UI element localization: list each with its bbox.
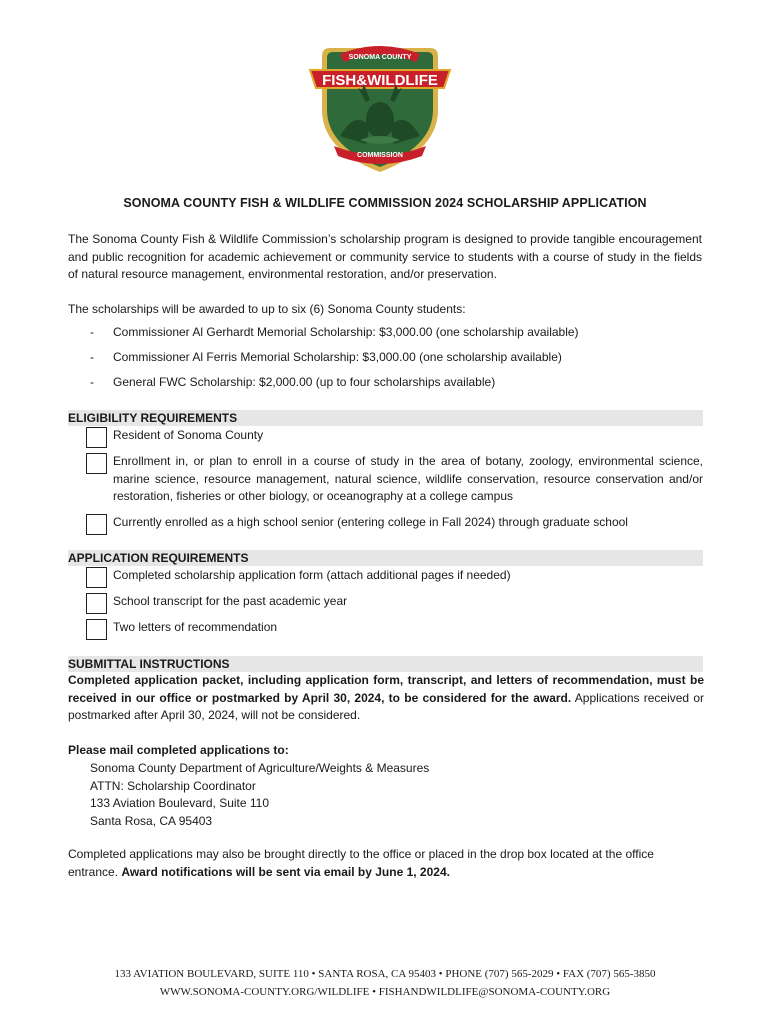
- logo-bottom-text: COMMISSION: [357, 152, 403, 159]
- bullet-dash: -: [90, 325, 94, 339]
- awards-list: [68, 324, 702, 399]
- application-form-checkbox[interactable]: [86, 567, 107, 588]
- submittal-late-text: Applications received or postmarked after April 30, 2024, will not be considered.: [68, 690, 704, 722]
- address-line: Santa Rosa, CA 95403: [90, 813, 213, 828]
- submittal-instructions: [68, 672, 704, 725]
- closing-dropoff-text: Completed applications may also be brought directly to the office or placed in the drop box located at the office entrance.: [68, 847, 654, 879]
- commission-logo: [300, 40, 460, 175]
- logo-main-text: FISH&WILDLIFE: [322, 72, 438, 89]
- enrollment-checkbox[interactable]: [86, 453, 107, 474]
- award-text: Commissioner Al Ferris Memorial Scholarship: $3,000.00 (one scholarship available): [113, 350, 562, 364]
- student-status-checkbox[interactable]: [86, 514, 107, 535]
- checkbox-label: Completed scholarship application form (attach additional pages if needed): [113, 568, 511, 582]
- footer-address: 133 AVIATION BOULEVARD, SUITE 110 • SANTA ROSA, CA 95403 • PHONE (707) 565-2029 • FAX (707) 565-3850: [114, 968, 656, 980]
- address-line: 133 Aviation Boulevard, Suite 110: [90, 796, 270, 810]
- letters-checkbox[interactable]: [86, 619, 107, 640]
- address-line: Sonoma County Department of Agriculture/Weights & Measures: [90, 761, 430, 775]
- submittal-deadline-text: Completed application packet, including application form, transcript, and letters of recommendation, must be received in our office or postmarked by April 30, 2024, to be considered for the award.: [68, 673, 704, 705]
- award-text: Commissioner Al Gerhardt Memorial Scholarship: $3,000.00 (one scholarship available): [113, 325, 579, 339]
- checkbox-label: Two letters of recommendation: [113, 620, 278, 634]
- checkbox-label: School transcript for the past academic year: [113, 594, 348, 608]
- submittal-heading: SUBMITTAL INSTRUCTIONS: [68, 656, 703, 672]
- mail-heading: Please mail completed applications to:: [68, 743, 289, 757]
- closing-notification-text: Award notifications will be sent via email by June 1, 2024.: [121, 864, 450, 879]
- list-item: [68, 349, 702, 374]
- awards-intro: The scholarships will be awarded to up to six (6) Sonoma County students:: [68, 302, 466, 316]
- bullet-dash: -: [90, 350, 94, 364]
- application-heading: APPLICATION REQUIREMENTS: [68, 550, 703, 566]
- eligibility-heading: ELIGIBILITY REQUIREMENTS: [68, 410, 703, 426]
- address-line: ATTN: Scholarship Coordinator: [90, 778, 256, 793]
- award-text: General FWC Scholarship: $2,000.00 (up to four scholarships available): [113, 375, 496, 389]
- logo-top-text: SONOMA COUNTY: [348, 54, 412, 61]
- checkbox-label: Currently enrolled as a high school senior (entering college in Fall 2024) through graduate school: [113, 515, 628, 529]
- bullet-dash: -: [90, 375, 94, 389]
- checkbox-label: Enrollment in, or plan to enroll in a course of study in the area of botany, zoology, environmental science, marine science, resource management, natural science, wildlife conservation, resource conservation and/or restoration, fisheries or other biology, or oceanography at a college campus: [113, 454, 703, 503]
- transcript-checkbox[interactable]: [86, 593, 107, 614]
- page-title: SONOMA COUNTY FISH & WILDLIFE COMMISSION 2024 SCHOLARSHIP APPLICATION: [123, 196, 647, 210]
- footer-contact[interactable]: WWW.SONOMA-COUNTY.ORG/WILDLIFE • FISHANDWILDLIFE@SONOMA-COUNTY.ORG: [159, 986, 611, 998]
- resident-checkbox[interactable]: [86, 427, 107, 448]
- intro-paragraph: The Sonoma County Fish & Wildlife Commission’s scholarship program is designed to provide tangible encouragement and public recognition for academic achievement or community service to students with a course of study in the fields of natural resource management, environmental restoration, and/or preservation.: [68, 232, 702, 281]
- list-item: [68, 374, 702, 399]
- mailing-address: [90, 760, 429, 830]
- checkbox-label: Resident of Sonoma County: [113, 428, 264, 442]
- list-item: [68, 324, 702, 349]
- closing-paragraph: [68, 846, 702, 881]
